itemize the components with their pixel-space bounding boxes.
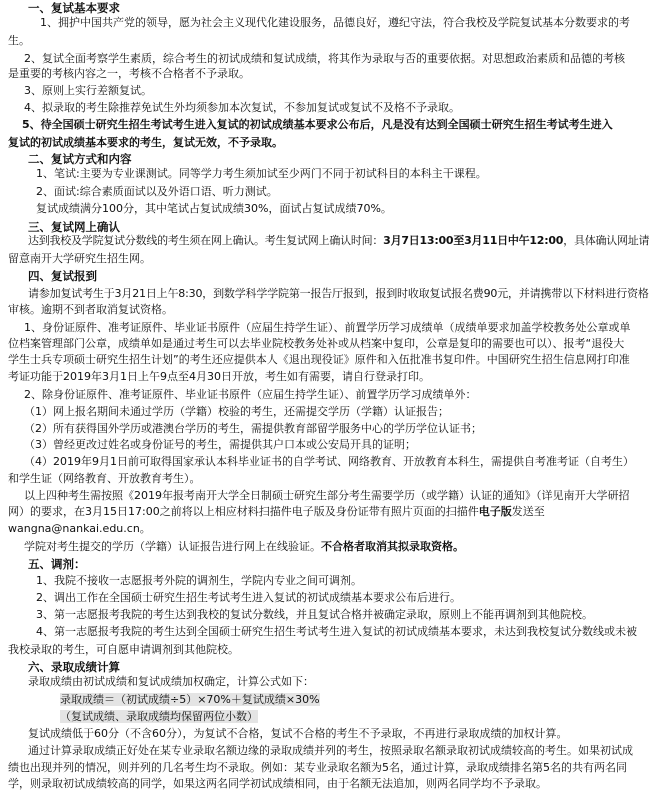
text-line xyxy=(60,709,258,725)
line-text: 2、调出工作在全国硕士研究生招生考试考生进入复试的初试成绩基本要求公布后进行。 xyxy=(36,591,461,604)
line-text: 留意南开大学研究生招生网。 xyxy=(8,252,151,265)
text-line xyxy=(24,454,634,470)
line-text: 1、笔试:主要为专业课测试。同等学力考生须加试至少两门不同于初试科目的本科主干课程。 xyxy=(36,167,487,180)
text-line xyxy=(8,251,151,267)
line-text-tail: ，具体确认网址请 xyxy=(563,234,650,247)
emphasis-text: 电子版 xyxy=(478,505,512,518)
line-text: 3、原则上实行差额复试。 xyxy=(24,84,152,97)
text-line xyxy=(8,760,627,776)
text-line xyxy=(8,66,250,82)
line-text: 录取成绩由初试成绩和复试成绩加权确定，计算公式如下： xyxy=(28,675,314,688)
text-line xyxy=(36,607,593,623)
line-text: 3、第一志愿报考我院的考生达到我校的复试分数线，并且复试合格并被确定录取，原则上不能再调剂到其他院校。 xyxy=(36,608,593,621)
section-heading xyxy=(28,0,120,16)
line-text: 我校录取的考生，可自愿申请调剂到其他院校。 xyxy=(8,643,239,656)
line-text: 二、复试方式和内容 xyxy=(28,152,132,166)
text-line xyxy=(8,369,430,385)
line-text: （2）所有获得国外学历或港澳台学历的考生，需提供教育部留学服务中心的学历学位认证书； xyxy=(24,422,482,435)
line-text: 学生士兵专项硕士研究生招生计划”的考生还应提供本人《退出现役证》原件和入伍批准书复印件。中国研究生招生信息网打印准 xyxy=(8,353,630,366)
section-heading xyxy=(28,151,132,167)
line-text: 1、我院不接收一志愿报考外院的调剂生，学院内专业之间可调剂。 xyxy=(36,574,362,587)
text-line xyxy=(24,320,631,336)
line-text: wangna@nankai.edu.cn。 xyxy=(8,522,151,535)
text-line xyxy=(24,387,477,403)
text-line xyxy=(24,437,416,453)
line-text: 三、复试网上确认 xyxy=(28,220,120,234)
line-text: 2、复试全面考察学生素质，综合考生的初试成绩和复试成绩，将其作为录取与否的重要依据。对思想政治素质和品德的考核 xyxy=(24,52,625,65)
line-text: 4、第一志愿报考我院的考生达到全国硕士研究生招生考试考生进入复试的初试成绩基本要求，未达到我校复试分数线或未被 xyxy=(36,625,637,638)
line-text: 请参加复试考生于3月21日上午8:30，到数学科学学院第一报告厅报到，报到时收取复试报名费90元，并请携带以下材料进行资格 xyxy=(28,287,649,300)
line-text: 考证功能于2019年3月1日上午9点至4月30日开放，考生如有需要，请自行登录打印。 xyxy=(8,370,430,383)
text-line xyxy=(24,539,464,555)
text-line xyxy=(8,776,547,792)
line-text: 通过计算录取成绩正好处在某专业录取名额边缘的录取成绩并列的考生，按照录取名额录取初试成绩较高的考生。如果初试成 xyxy=(28,744,633,757)
text-line xyxy=(36,201,392,217)
text-line xyxy=(36,166,487,182)
text-line xyxy=(24,488,630,504)
section-heading xyxy=(28,556,86,572)
text-line xyxy=(28,726,568,742)
line-text-tail: 发送至 xyxy=(511,505,545,518)
line-text: 生。 xyxy=(8,34,30,47)
line-text: 以上四种考生需按照《2019年报考南开大学全日制硕士研究生部分考生需要学历（或学籍）认证的通知》（详见南开大学研招 xyxy=(24,489,630,502)
line-text: 位档案管理部门公章，成绩单如是通过考生可以去毕业院校教务处补或从档案中复印，公章是复印的需要也可以）、报考“退役大 xyxy=(8,337,625,350)
line-text: 审核。逾期不到者取消复试资格。 xyxy=(8,303,173,316)
line-text: 四、复试报到 xyxy=(28,269,97,283)
line-text: （4）2019年9月1日前可取得国家承认本科毕业证书的自学考试、网络教育、开放教育本科生，需提供自考准考证（自考生） xyxy=(24,455,634,468)
line-text: 1、身份证原件、准考证原件、毕业证书原件（应届生持学生证）、前置学历学习成绩单（成绩单要求加盖学校教务处公章或单 xyxy=(24,321,631,334)
line-text: 复试的初试成绩基本要求的考生，复试无效，不予录取。 xyxy=(8,136,283,149)
line-text: 是重要的考核内容之一，考核不合格者不予录取。 xyxy=(8,67,250,80)
text-line xyxy=(24,421,482,437)
line-text: 2、除身份证原件、准考证原件、毕业证书原件（应届生持学生证）、前置学历学习成绩单外： xyxy=(24,388,477,401)
emphasis-text: 3月7日13:00至3月11日中午12:00 xyxy=(383,234,564,247)
text-line xyxy=(8,471,201,487)
line-text: 六、录取成绩计算 xyxy=(28,660,120,674)
text-line xyxy=(8,352,630,368)
text-line xyxy=(8,504,545,520)
text-line xyxy=(36,184,278,200)
text-line xyxy=(24,404,449,420)
section-heading xyxy=(28,659,120,675)
text-line xyxy=(8,642,239,658)
line-text: 1、拥护中国共产党的领导，愿为社会主义现代化建设服务，品德良好，遵纪守法，符合我校及学院复试基本分数要求的考 xyxy=(40,16,630,29)
text-line xyxy=(8,33,30,49)
line-text: 一、复试基本要求 xyxy=(28,1,120,15)
text-line xyxy=(28,674,314,690)
text-line xyxy=(24,51,625,67)
line-text: 绩也出现并列的情况，则并列的几名考生均不录取。例如：某专业录取名额为5名，通过计算，录取成绩排名第5名的共有两名同 xyxy=(8,761,627,774)
line-text: 学院对考生提交的学历（学籍）认证报告进行网上在线验证。 xyxy=(24,540,321,553)
line-text: （复试成绩、录取成绩均保留两位小数） xyxy=(60,710,258,723)
line-text: 录取成绩＝（初试成绩÷5）×70%＋复试成绩×30% xyxy=(60,693,320,706)
text-line xyxy=(8,135,283,151)
text-line xyxy=(40,15,630,31)
text-line xyxy=(8,302,173,318)
text-line xyxy=(24,83,152,99)
line-text: （3）曾经更改过姓名或身份证号的考生，需提供其户口本或公安局开具的证明； xyxy=(24,438,416,451)
line-text: 2、面试:综合素质面试以及外语口语、听力测试。 xyxy=(36,185,278,198)
text-line xyxy=(36,624,637,640)
text-line xyxy=(28,743,633,759)
text-line xyxy=(28,286,649,302)
line-text: 网）的要求，在3月15日17:00之前将以上相应材料扫描件电子版及身份证带有照片页面的扫描件 xyxy=(8,505,479,518)
text-line xyxy=(22,117,613,133)
line-text: （1）网上报名期间未通过学历（学籍）校验的考生，还需提交学历（学籍）认证报告； xyxy=(24,405,449,418)
line-text: 学，则录取初试成绩较高的同学，如果这两名同学初试成绩相同，由于名额无法追加，则两名同学均不予录取。 xyxy=(8,777,547,790)
line-text: 和学生证（网络教育、开放教育考生）。 xyxy=(8,472,201,485)
line-text: 复试成绩满分100分，其中笔试占复试成绩30%，面试占复试成绩70%。 xyxy=(36,202,392,215)
line-text: 复试成绩低于60分（不含60分），为复试不合格，复试不合格的考生不予录取，不再进行录取成绩的加权计算。 xyxy=(28,727,568,740)
text-line xyxy=(28,233,649,249)
text-line xyxy=(36,590,461,606)
line-text: 五、调剂： xyxy=(28,557,86,571)
line-text: 4、拟录取的考生除推荐免试生外均须参加本次复试，不参加复试或复试不及格不予录取。 xyxy=(24,101,460,114)
text-line xyxy=(8,336,624,352)
emphasis-text: 不合格者取消其拟录取资格。 xyxy=(321,540,464,553)
text-line xyxy=(36,573,362,589)
text-line xyxy=(24,100,460,116)
line-text: 5、待全国硕士研究生招生考试考生进入复试的初试成绩基本要求公布后，凡是没有达到全国硕士研究生招生考试考生进入 xyxy=(22,118,613,131)
text-line xyxy=(60,692,320,708)
line-text: 达到我校及学院复试分数线的考生须在网上确认。考生复试网上确认时间： xyxy=(28,234,384,247)
text-line xyxy=(8,521,151,537)
section-heading xyxy=(28,268,97,284)
